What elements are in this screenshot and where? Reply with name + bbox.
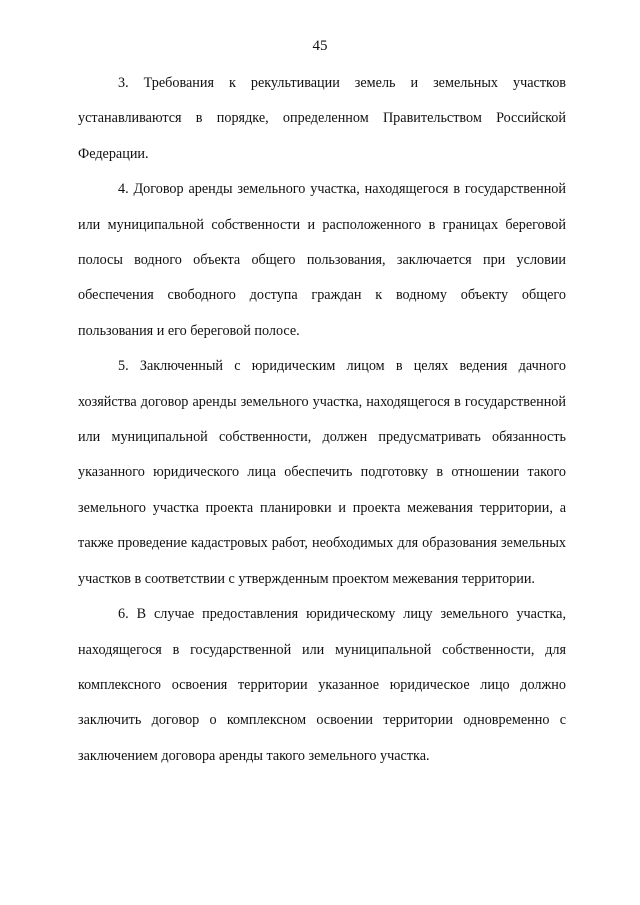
paragraph-4: 4. Договор аренды земельного участка, находящегося в государственной или муниципальной собственности и расположенного в границах береговой полосы водного объекта общего пользования, заключается при условии обеспечения свободного доступа граждан к водному объекту общего пользования и его береговой полосе. bbox=[78, 181, 566, 339]
paragraph-6: 6. В случае предоставления юридическому лицу земельного участка, находящегося в государственной или муниципальной собственности, для комплексного освоения территории указанное юридическое лицо должно заключить договор о комплексном освоении территории одновременно с заключением договора аренды такого земельного участка. bbox=[78, 606, 566, 764]
paragraph-5: 5. Заключенный с юридическим лицом в целях ведения дачного хозяйства договор аренды земельного участка, находящегося в государственной или муниципальной собственности, должен предусматривать обязанность указанного юридического лица обеспечить подготовку в отношении такого земельного участка проекта планировки и проекта межевания территории, а также проведение кадастровых работ, необходимых для образования земельных участков в соответствии с утвержденным проектом межевания территории. bbox=[78, 358, 566, 587]
page-number: 45 bbox=[312, 38, 328, 54]
paragraph-3: 3. Требования к рекультивации земель и земельных участков устанавливаются в порядке, определенном Правительством Российской Федерации. bbox=[78, 75, 566, 162]
document-body bbox=[78, 66, 566, 774]
